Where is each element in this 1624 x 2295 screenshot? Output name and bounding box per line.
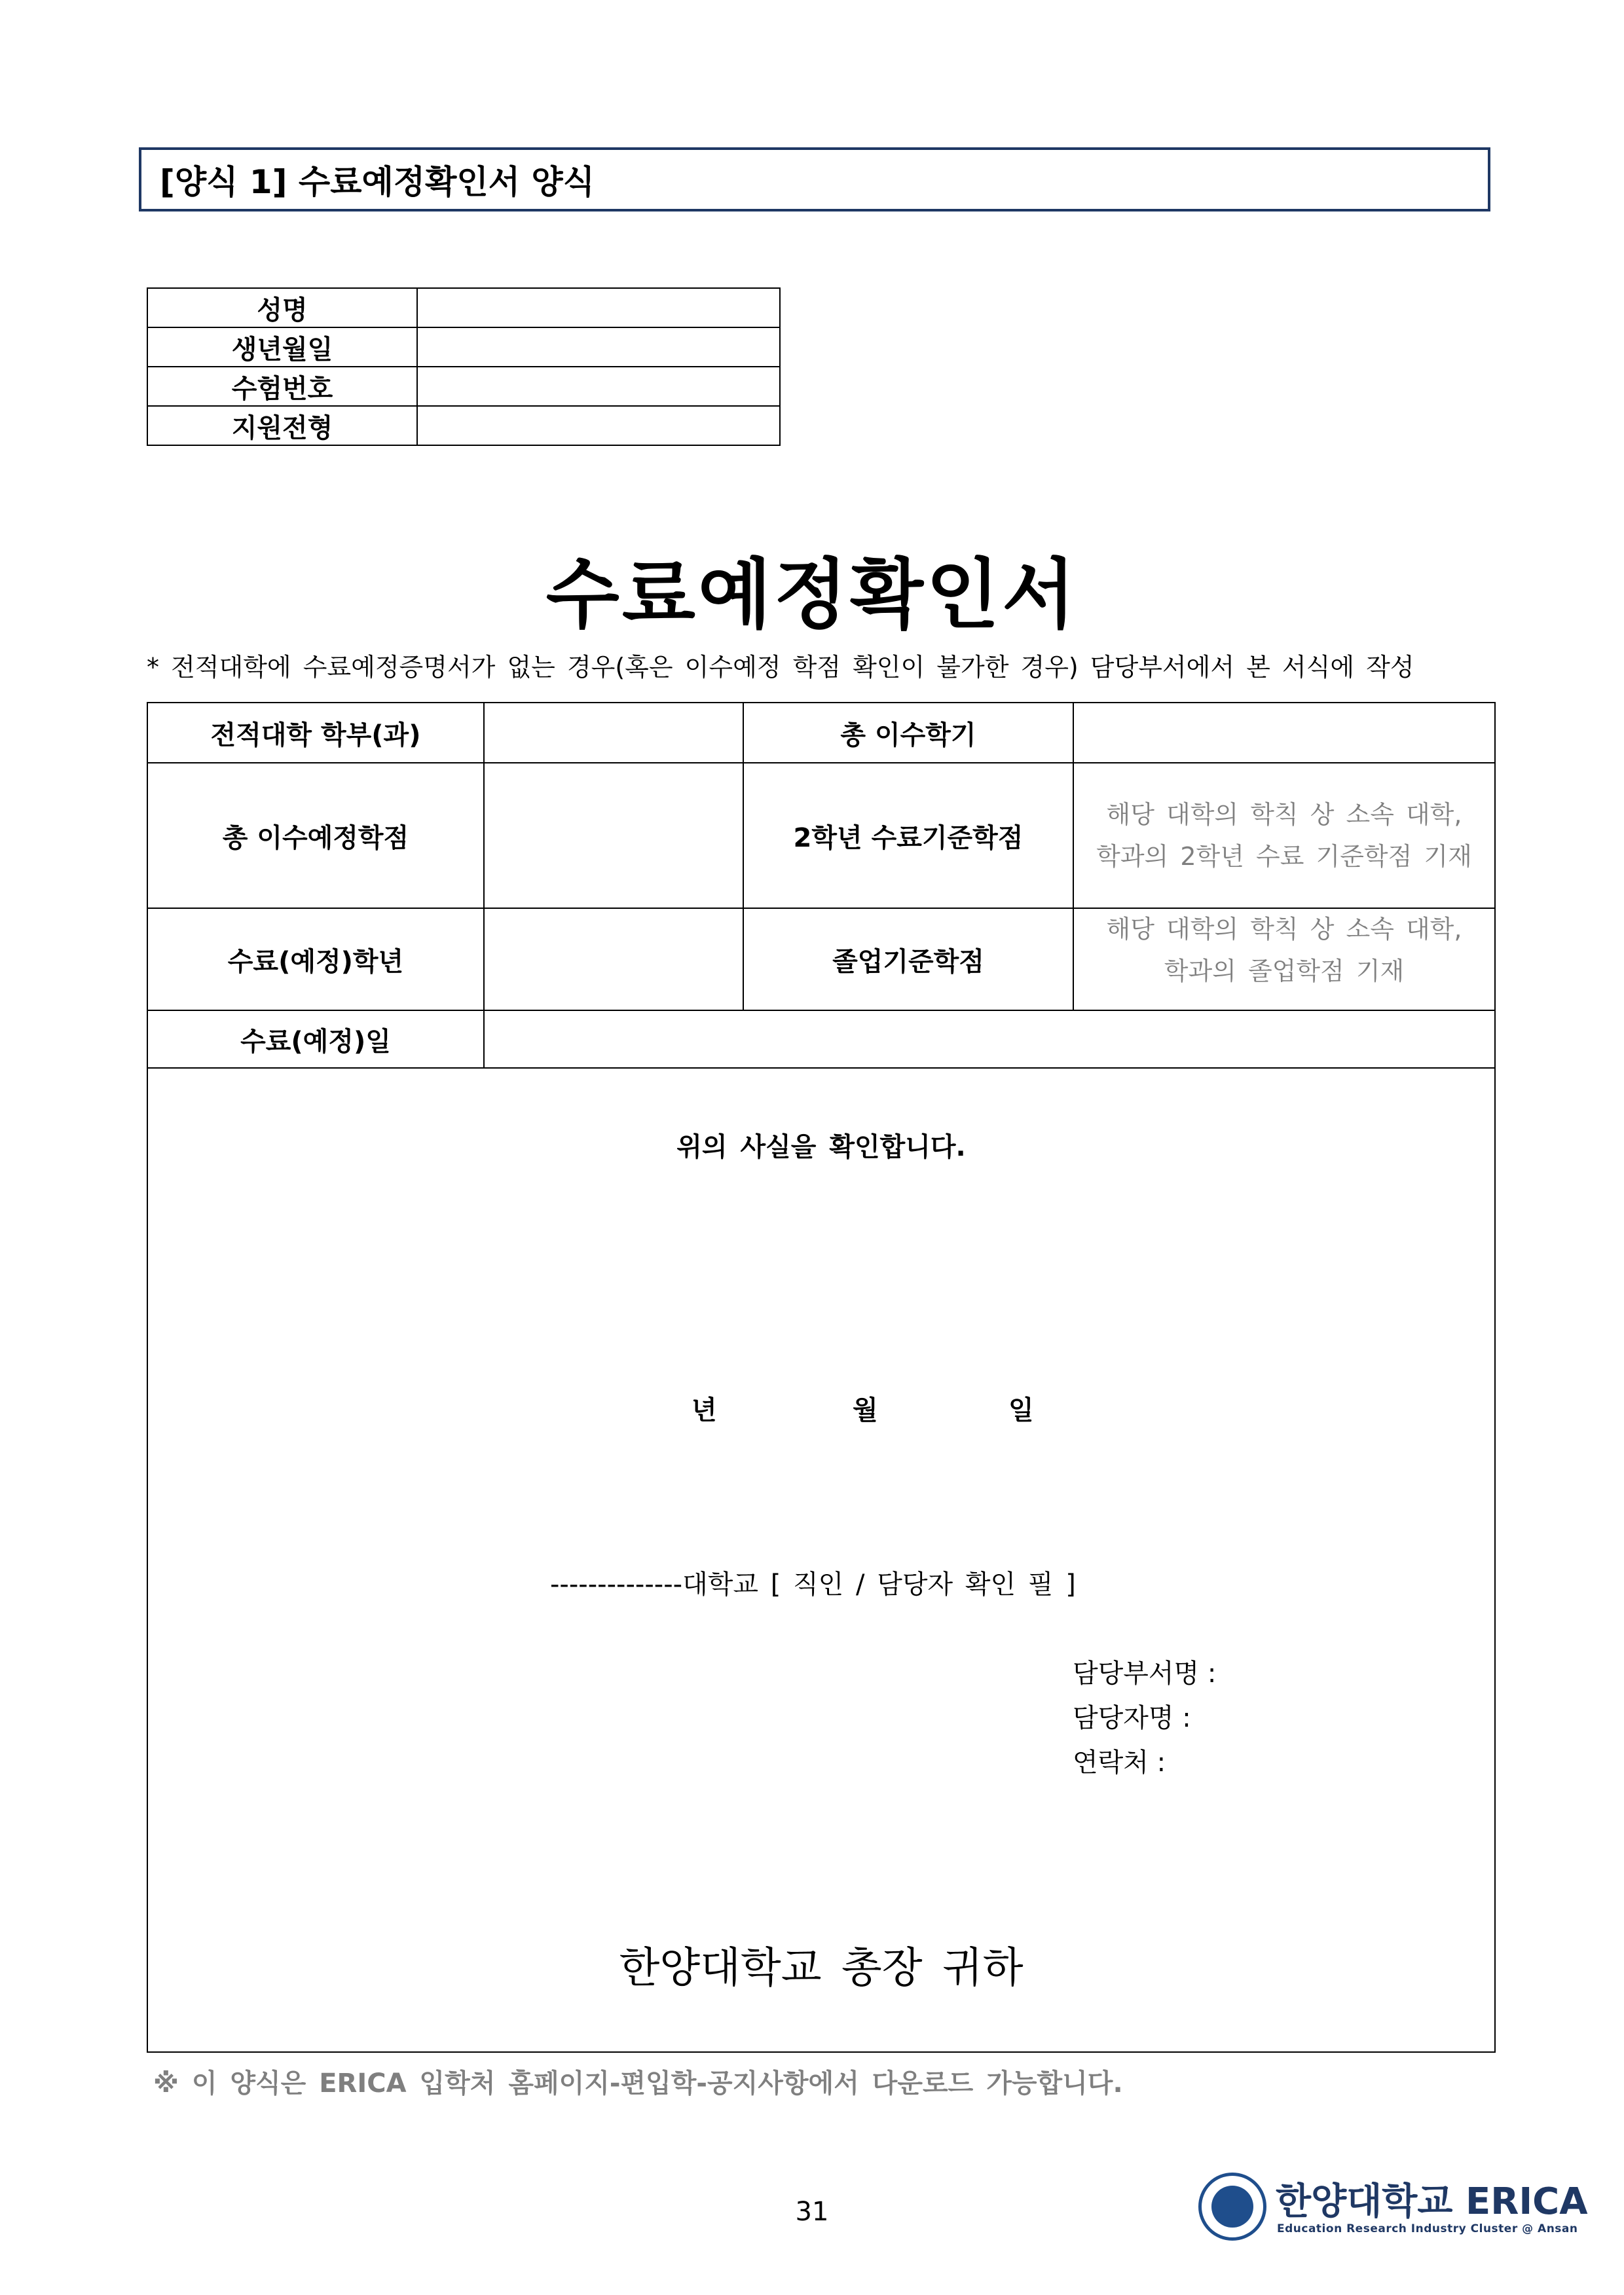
prior-univ-dept-field[interactable] (485, 703, 743, 762)
total-expected-credits-label: 총 이수예정학점 (222, 822, 409, 853)
applicant-info-table (147, 287, 781, 446)
year2-completion-credits-hint[interactable] (1074, 763, 1494, 908)
grad-hint-line1: 해당 대학의 학칙 상 소속 대학, (1106, 915, 1462, 944)
completion-year-field[interactable] (485, 909, 743, 1010)
completion-year-label: 수료(예정)학년 (227, 946, 404, 977)
graduation-credits-label: 졸업기준학점 (832, 946, 984, 977)
completion-date-label: 수료(예정)일 (240, 1026, 391, 1057)
download-note: ※ 이 양식은 ERICA 입학처 홈페이지-편입학-공지사항에서 다운로드 가능합니다. (153, 2068, 1123, 2099)
exam-number-label: 수험번호 (147, 367, 417, 406)
completion-table (147, 702, 1496, 2053)
birthdate-field[interactable] (417, 327, 780, 367)
month-label: 월 (853, 1395, 878, 1425)
day-label: 일 (1008, 1395, 1034, 1425)
addressee: 한양대학교 총장 귀하 (619, 1944, 1024, 1992)
seal-line: --------------대학교 [ 직인 / 담당자 확인 필 ] (550, 1570, 1076, 1600)
table-row (147, 288, 780, 327)
logo-name: 한양대학교 ERICA (1276, 2180, 1588, 2223)
year2-hint-line2: 학과의 2학년 수료 기준학점 기재 (1096, 842, 1472, 871)
total-expected-credits-field[interactable] (485, 763, 743, 908)
row-divider (148, 1067, 1494, 1069)
table-row (147, 406, 780, 445)
table-row (147, 327, 780, 367)
year-label: 년 (692, 1395, 717, 1425)
birthdate-label: 생년월일 (147, 327, 417, 367)
table-row (147, 367, 780, 406)
logo-subtitle: Education Research Industry Cluster @ Ansan (1277, 2222, 1578, 2235)
total-semesters-field[interactable] (1074, 703, 1494, 762)
prior-univ-dept-label: 전적대학 학부(과) (210, 720, 421, 750)
admission-type-field[interactable] (417, 406, 780, 445)
completion-date-field[interactable] (485, 1011, 1494, 1067)
university-seal-icon (1198, 2173, 1266, 2241)
graduation-credits-hint[interactable] (1074, 900, 1494, 1001)
instruction-note: * 전적대학에 수료예정증명서가 없는 경우(혹은 이수예정 학점 확인이 불가한 경우) 담당부서에서 본 서식에 작성 (147, 653, 1414, 682)
form-label: [양식 1] 수료예정확인서 양식 (160, 163, 595, 201)
year2-hint-line1: 해당 대학의 학칙 상 소속 대학, (1106, 800, 1462, 829)
admission-type-label: 지원전형 (147, 406, 417, 445)
contact-label: 연락처 : (1073, 1748, 1166, 1778)
page-number: 31 (795, 2197, 829, 2227)
total-semesters-label: 총 이수학기 (840, 720, 976, 750)
form-label-box (139, 147, 1490, 211)
dept-name-label: 담당부서명 : (1073, 1659, 1217, 1689)
name-field[interactable] (417, 288, 780, 327)
name-label: 성명 (147, 288, 417, 327)
confirmation-statement: 위의 사실을 확인합니다. (676, 1132, 966, 1162)
year2-completion-credits-label: 2학년 수료기준학점 (793, 822, 1024, 853)
seal-inner (1211, 2186, 1253, 2228)
grad-hint-line2: 학과의 졸업학점 기재 (1164, 957, 1405, 985)
staff-name-label: 담당자명 : (1073, 1703, 1191, 1733)
exam-number-field[interactable] (417, 367, 780, 406)
document-title: 수료예정확인서 (545, 551, 1079, 639)
university-logo (1198, 2173, 1588, 2245)
